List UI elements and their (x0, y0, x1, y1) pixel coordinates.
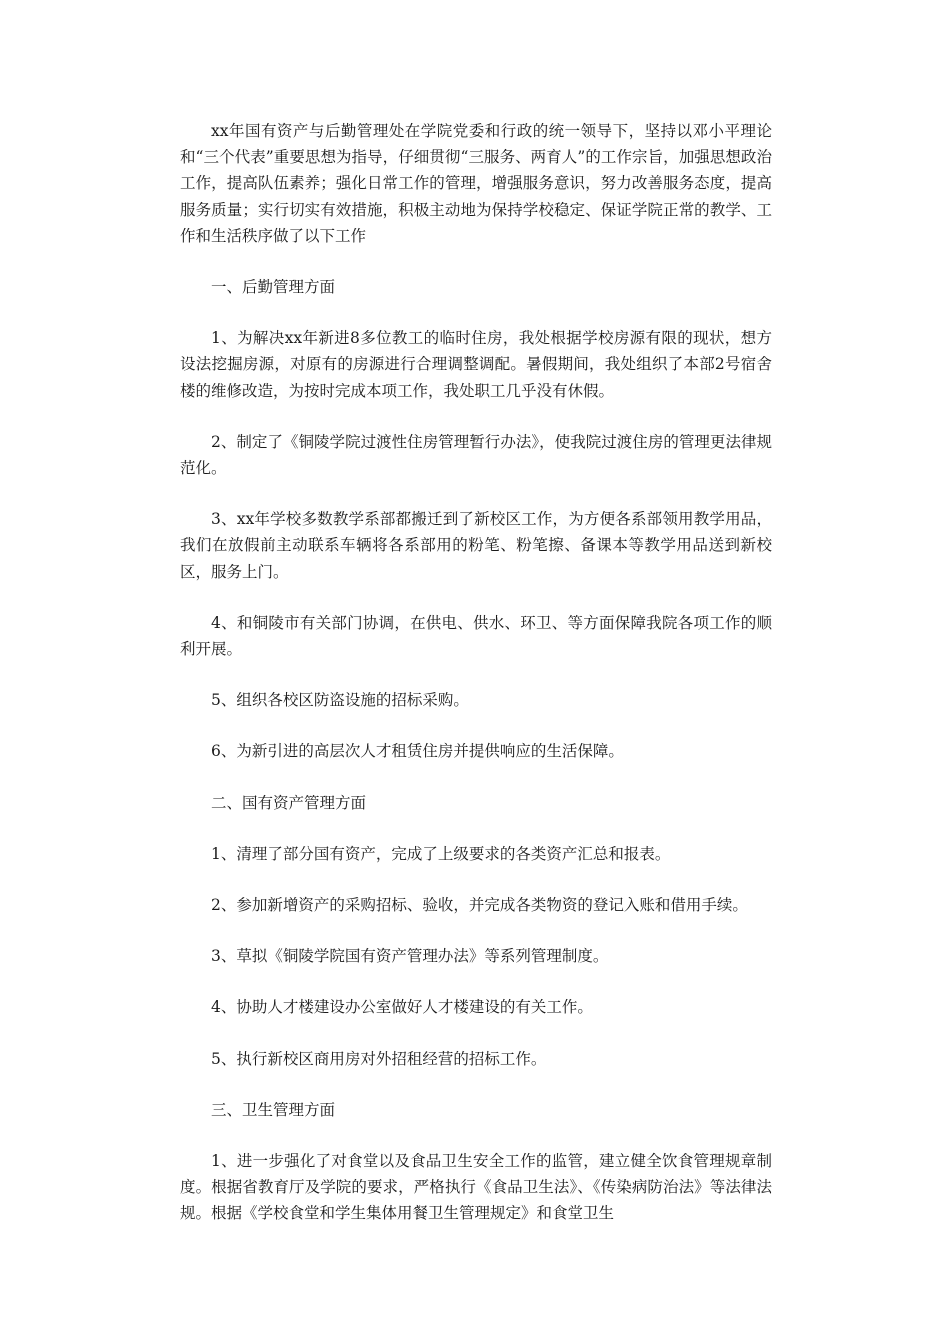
intro-paragraph: xx年国有资产与后勤管理处在学院党委和行政的统一领导下，坚持以邓小平理论和“三个代表”重要思想为指导，仔细贯彻“三服务、两育人”的工作宗旨，加强思想政治工作，提高队伍素养；强化日常工作的管理，增强服务意识，努力改善服务态度，提高服务质量；实行切实有效措施，积极主动地为保持学校稳定、保证学院正常的教学、工作和生活秩序做了以下工作 (180, 122, 772, 245)
section-heading-hygiene: 三、卫生管理方面 (211, 1100, 336, 1119)
assets-item-5: 5、执行新校区商用房对外招租经营的招标工作。 (211, 1049, 547, 1068)
section-heading-assets: 二、国有资产管理方面 (211, 793, 367, 812)
logistics-item-2: 2、制定了《铜陵学院过渡性住房管理暂行办法》，使我院过渡住房的管理更法律规范化。 (180, 432, 772, 478)
assets-item-2: 2、参加新增资产的采购招标、验收，并完成各类物资的登记入账和借用手续。 (211, 896, 748, 915)
logistics-item-3: 3、xx年学校多数教学系部都搬迁到了新校区工作，为方便各系部领用教学用品，我们在放假前主动联系车辆将各系部用的粉笔、粉笔擦、备课本等教学用品送到新校区，服务上门。 (180, 510, 772, 581)
logistics-item-5: 5、组织各校区防盗设施的招标采购。 (211, 691, 469, 710)
document-body (180, 118, 772, 1252)
logistics-item-4: 4、和铜陵市有关部门协调，在供电、供水、环卫、等方面保障我院各项工作的顺利开展。 (180, 613, 772, 659)
assets-item-1: 1、清理了部分国有资产，完成了上级要求的各类资产汇总和报表。 (211, 844, 671, 863)
assets-item-3: 3、草拟《铜陵学院国有资产管理办法》等系列管理制度。 (211, 947, 609, 966)
hygiene-item-1: 1、进一步强化了对食堂以及食品卫生安全工作的监管，建立健全饮食管理规章制度。根据省教育厅及学院的要求，严格执行《食品卫生法》、《传染病防治法》等法律法规。根据《学校食堂和学生集体用餐卫生管理规定》和食堂卫生 (180, 1152, 772, 1223)
logistics-item-6: 6、为新引进的高层次人才租赁住房并提供响应的生活保障。 (211, 742, 624, 761)
assets-item-4: 4、协助人才楼建设办公室做好人才楼建设的有关工作。 (211, 998, 593, 1017)
section-heading-logistics: 一、后勤管理方面 (211, 278, 336, 297)
logistics-item-1: 1、为解决xx年新进8多位教工的临时住房，我处根据学校房源有限的现状，想方设法挖掘房源，对原有的房源进行合理调整调配。暑假期间，我处组织了本部2号宿舍楼的维修改造，为按时完成本项工作，我处职工几乎没有休假。 (180, 329, 772, 400)
